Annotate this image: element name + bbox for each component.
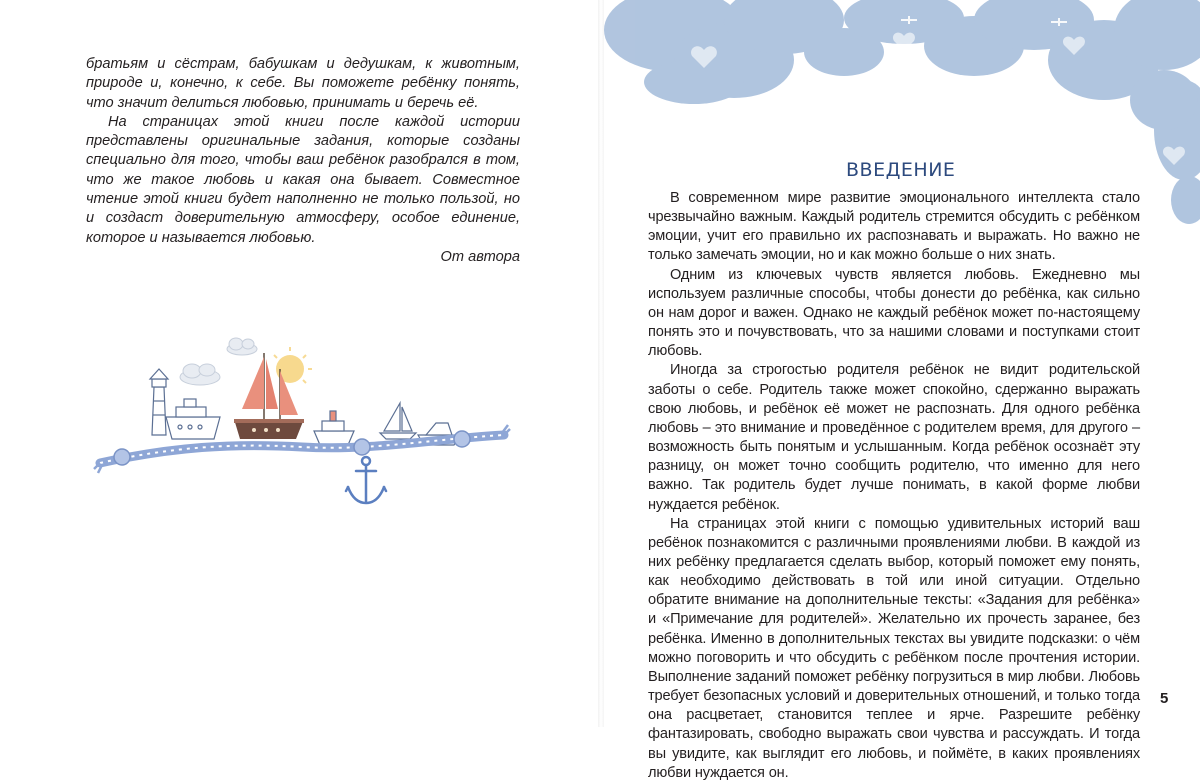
right-paragraph: На страницах этой книги с помощью удивительных историй ваш ребёнок познакомится с различными проявлениями любви. В каждой из них ребёнку предлагается сделать выбор, который поможет ему понять, как необходимо действовать в той или иной ситуации. Отдельно обратите внимание на дополнительные тексты: «Задания для ребёнка» и «Примечание для родителей». Желательно их прочесть заранее, без ребёнка. Именно в дополнительных текстах вы увидите подсказки: о чём можно поговорить и что обсудить с ребёнком после прочтения истории. Выполнение заданий поможет ребёнку погрузиться в мир любви. Любовь требует безопасных условий и доверительных отношений, и только тогда она расцветает, становится теплее и ярче. Разрешите ребёнку фантазировать, свободно выражать свои чувства и рассуждать. И тогда вы увидите, как выглядит его любовь, и поймёте, в каких проявлениях любви нуждается он. (648, 515, 1140, 781)
page-title: ВВЕДЕНИЕ (846, 159, 956, 181)
page-number: 5 (1160, 690, 1169, 707)
left-page-text (86, 55, 520, 267)
steamer-icon (314, 411, 354, 445)
anchor-icon (346, 457, 386, 503)
small-cloud-icon (180, 364, 220, 385)
author-signature: От автора (440, 248, 520, 265)
left-paragraph: братьям и сёстрам, бабушкам и дедушкам, к животным, природе и, конечно, к себе. Вы поможете ребёнку понять, что значит делиться любовью, принимать и беречь её. (86, 56, 520, 111)
right-paragraph: В современном мире развитие эмоционального интеллекта стало чрезвычайно важным. Каждый родитель стремится обсудить с ребёнком эмоции, учит его правильно их распознавать и выражать. Но важно не только замечать эмоции, но и как можно больше о них знать. (648, 190, 1140, 264)
left-paragraph: На страницах этой книги после каждой истории представлены оригинальные задания, которые созданы специально для того, чтобы ваш ребёнок разобрался в том, что же такое любовь и какая она бывает. Совместное чтение этой книги будет наполненно не только пользой, но и создаст доверительную атмосферу, особое единение, которое и называется любовью. (86, 113, 520, 246)
sea-illustration (92, 335, 512, 515)
sailboat-icon (380, 403, 416, 439)
lighthouse-icon (150, 369, 168, 435)
right-paragraph: Иногда за строгостью родителя ребёнок не видит родительской заботы о себе. Родитель также может спокойно, сдержанно выражать свою любовь, и ребёнок её может не распознать. Для одного ребёнка любовь – это внимание и проведённое с родителем время, для другого – возможность быть понятым и услышанным. Когда ребёнок осознаёт эту разницу, он может точно сообщить родителю, что именно для него важно. Так родитель будет лучше понимать, в какой форме любви нуждается ребёнок. (648, 362, 1140, 513)
small-cloud-icon (227, 338, 257, 355)
ship-icon (166, 399, 220, 439)
right-paragraph: Одним из ключевых чувств является любовь. Ежедневно мы используем различные способы, чтобы донести до ребёнка, как сильно он нам дорог и важен. Однако не каждый ребёнок может по-настоящему понять это и почувствовать, что за нашими словами и поступками стоит любовь. (648, 266, 1140, 360)
right-page-text (648, 189, 1140, 783)
